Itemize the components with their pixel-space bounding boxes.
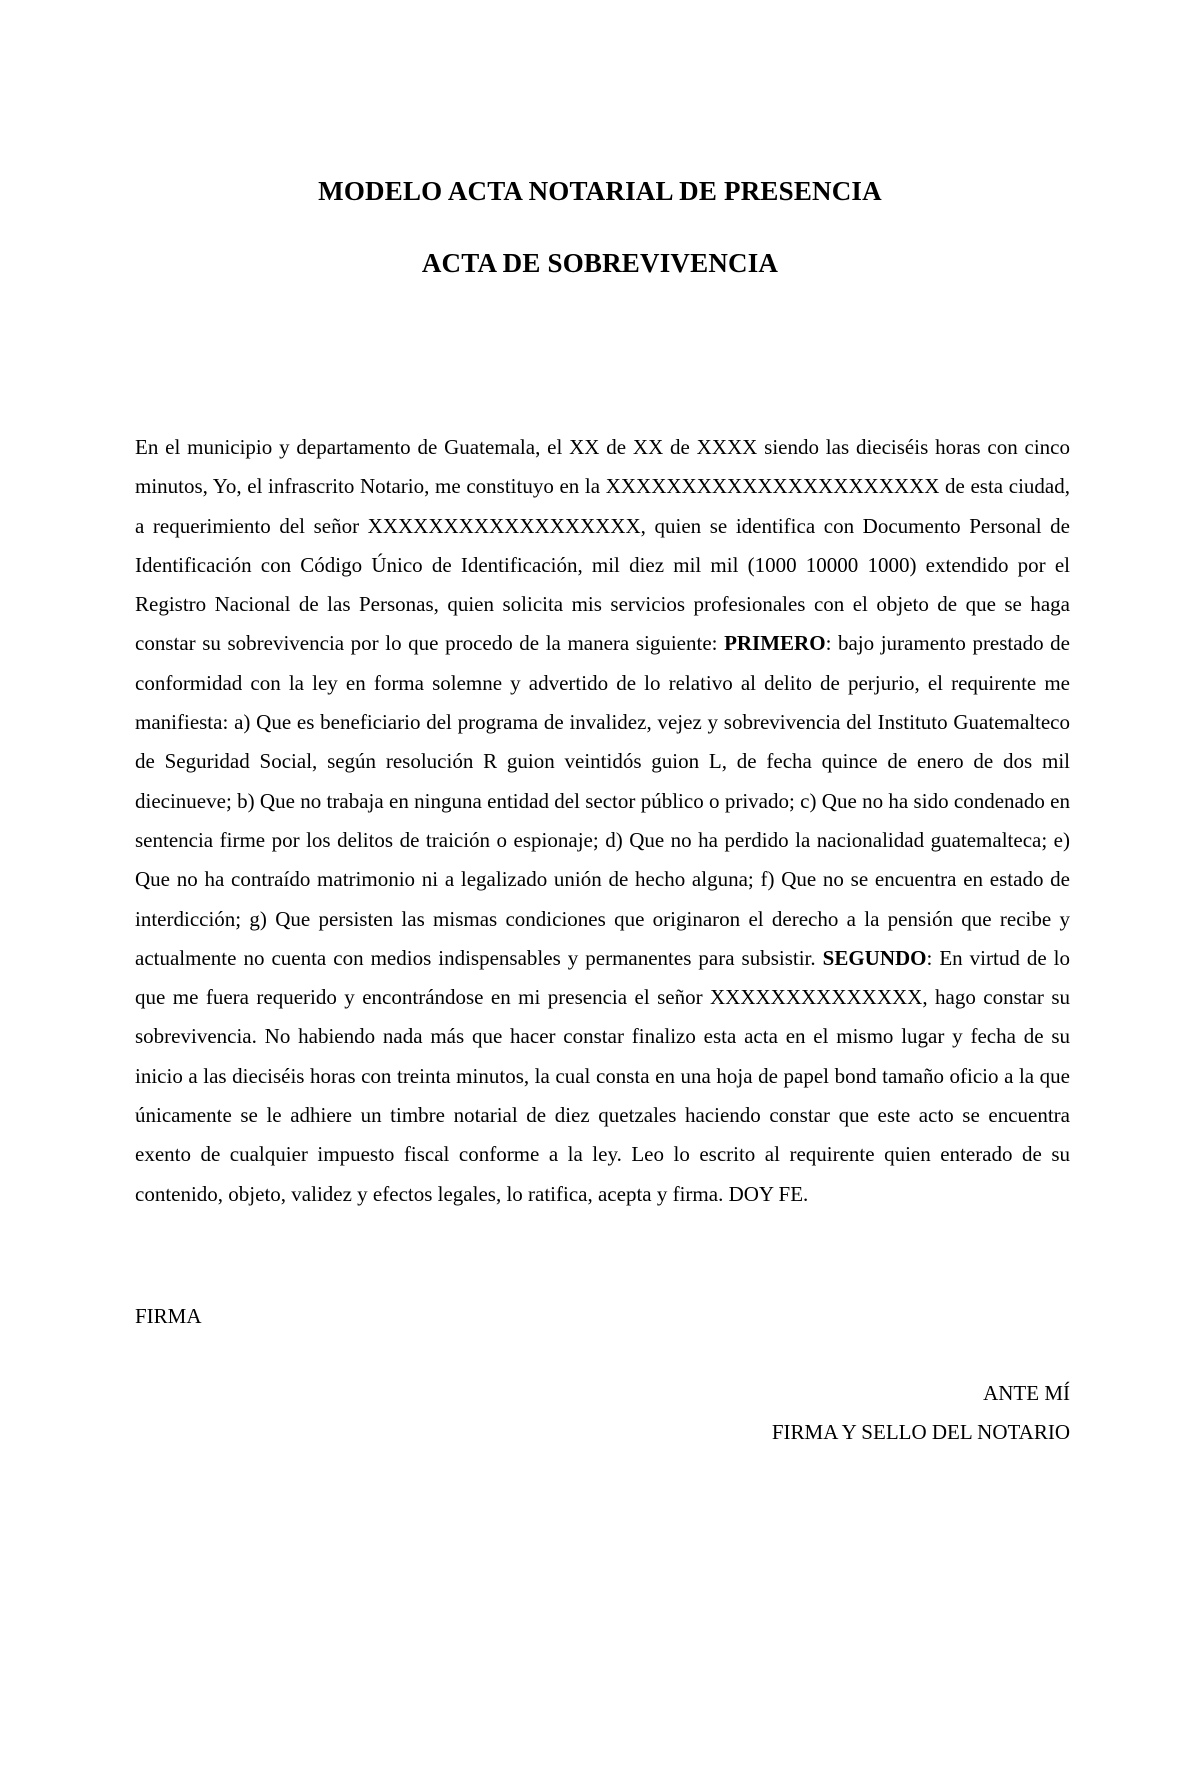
primero-label: PRIMERO xyxy=(724,631,826,656)
segundo-label: SEGUNDO xyxy=(822,945,927,970)
ante-mi-label: ANTE MÍ xyxy=(983,1381,1070,1405)
acta-intro-text: En el municipio y departamento de Guatemala, el XX de XX de XXXX siendo las dieciséis horas con cinco minutos, Yo, el infrascrito Notario, me constituyo en la XXXXXXXXXXXXXXXXXXXXXX de esta ciudad, a requerimiento del señor XXXXXXXXXXXXXXXXXX, quien se identifica con Documento Personal de Identificación con Código Único de Identificación, mil diez mil mil (1000 10000 1000) extendido por el Registro Nacional de las Personas, quien solicita mis servicios profesionales con el objeto de que se haga constar su sobrevivencia por lo que procedo de la manera siguiente: xyxy=(135,435,1070,656)
primero-text: : bajo juramento prestado de conformidad con la ley en forma solemne y advertido de lo relativo al delito de perjurio, el requirente me manifiesta: a) Que es beneficiario del programa de invalidez, vejez y sobrevivencia del Instituto Guatemalteco de Seguridad Social, según resolución R guion veintidós guion L, de fecha quince de enero de dos mil diecinueve; b) Que no trabaja en ninguna entidad del sector público o privado; c) Que no ha sido condenado en sentencia firme por los delitos de traición o espionaje; d) Que no ha perdido la nacionalidad guatemalteca; e) Que no ha contraído matrimonio ni a legalizado unión de hecho alguna; f) Que no se encuentra en estado de interdicción; g) Que persisten las mismas condiciones que originaron el derecho a la pensión que recibe y actualmente no cuenta con medios indispensables y permanentes para subsistir. xyxy=(135,631,1070,970)
segundo-text: : En virtud de lo que me fuera requerido y encontrándose en mi presencia el señor XXXXXXXXXXXXXX, hago constar su sobrevivencia. No habiendo nada más que hacer constar finalizo esta acta en el mismo lugar y fecha de su inicio a las dieciséis horas con treinta minutos, la cual consta en una hoja de papel bond tamaño oficio a la que únicamente se le adhiere un timbre notarial de diez quetzales haciendo constar que este acto se encuentra exento de cualquier impuesto fiscal conforme a la ley. Leo lo escrito al requirente quien enterado de su contenido, objeto, validez y efectos legales, lo ratifica, acepta y firma. DOY FE. xyxy=(135,945,1071,1206)
notary-signature-label: FIRMA Y SELLO DEL NOTARIO xyxy=(771,1420,1070,1444)
acta-body-paragraph xyxy=(135,428,1070,1214)
document-title: MODELO ACTA NOTARIAL DE PRESENCIA xyxy=(318,176,882,206)
document-subtitle: ACTA DE SOBREVIVENCIA xyxy=(421,248,779,278)
requirente-signature-label: FIRMA xyxy=(135,1304,202,1328)
